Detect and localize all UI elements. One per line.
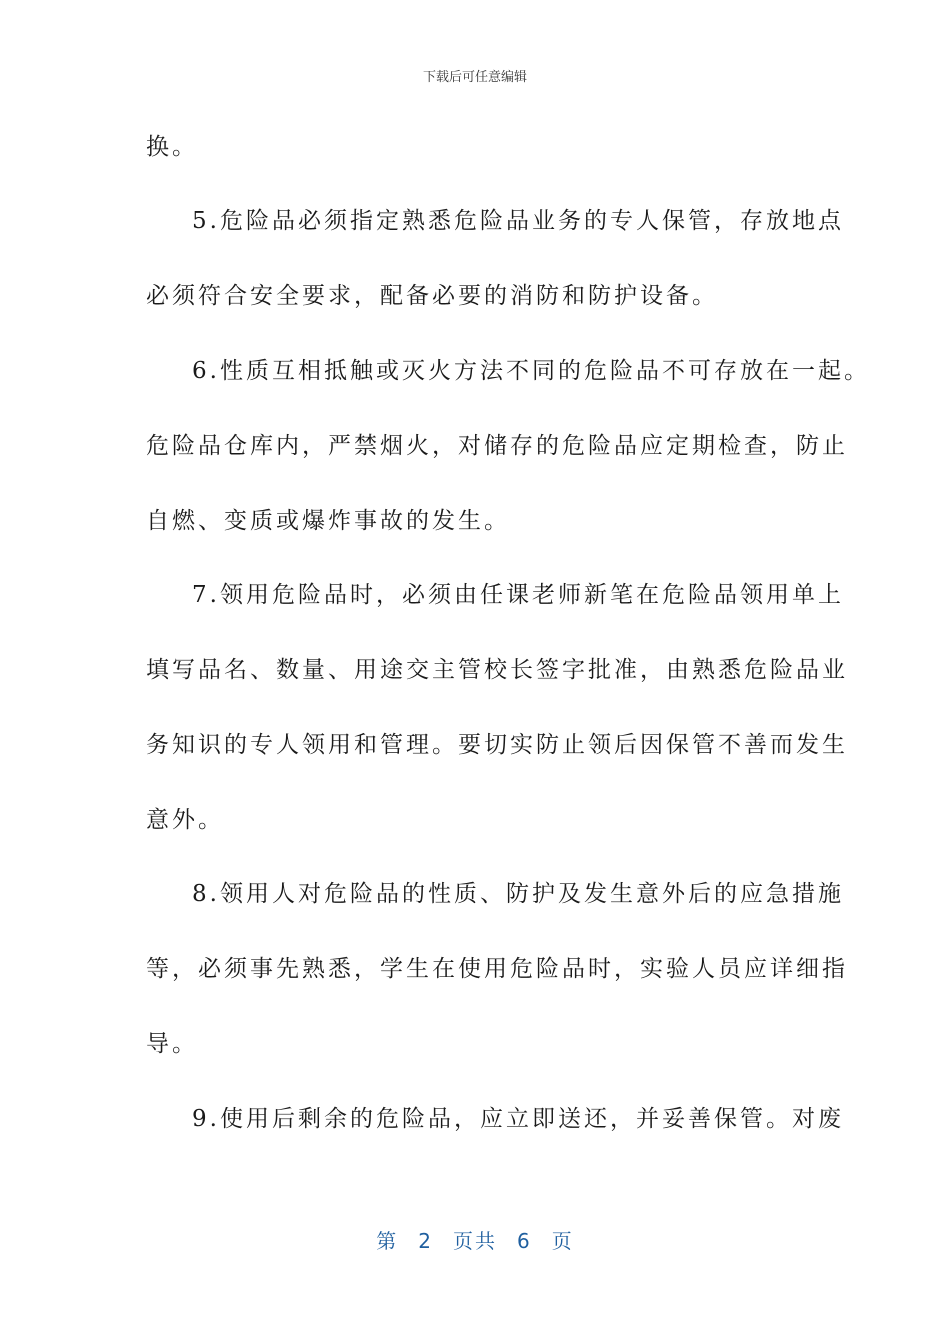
- paragraph-line: 危险品仓库内，严禁烟火，对储存的危险品应定期检查，防止: [146, 433, 848, 459]
- paragraph-line: 6.性质互相抵触或灭火方法不同的危险品不可存放在一起。: [192, 358, 870, 384]
- footer-ye-gong: 页共: [453, 1229, 497, 1253]
- paragraph-line: 9.使用后剩余的危险品，应立即送还，并妥善保管。对废: [192, 1106, 844, 1132]
- footer-total-pages: 6: [517, 1229, 532, 1253]
- paragraph-line: 必须符合安全要求，配备必要的消防和防护设备。: [146, 283, 718, 309]
- footer-di: 第: [376, 1229, 399, 1253]
- paragraph-line: 换。: [146, 134, 198, 160]
- page-header: 下载后可任意编辑: [422, 70, 527, 85]
- page-footer: [0, 1225, 950, 1254]
- paragraph-line: 8.领用人对危险品的性质、防护及发生意外后的应急措施: [192, 881, 844, 907]
- paragraph-line: 填写品名、数量、用途交主管校长签字批准，由熟悉危险品业: [146, 657, 848, 683]
- paragraph-line: 自燃、变质或爆炸事故的发生。: [146, 508, 510, 534]
- paragraph-line: 务知识的专人领用和管理。要切实防止领后因保管不善而发生: [146, 732, 848, 758]
- paragraph-line: 意外。: [146, 807, 224, 833]
- paragraph-line: 7.领用危险品时，必须由任课老师新笔在危险品领用单上: [192, 582, 844, 608]
- paragraph-line: 导。: [146, 1031, 198, 1057]
- footer-ye: 页: [551, 1229, 574, 1253]
- paragraph-line: 等，必须事先熟悉，学生在使用危险品时，实验人员应详细指: [146, 956, 848, 982]
- paragraph-line: 5.危险品必须指定熟悉危险品业务的专人保管，存放地点: [192, 208, 844, 234]
- footer-page-number: 2: [418, 1229, 433, 1253]
